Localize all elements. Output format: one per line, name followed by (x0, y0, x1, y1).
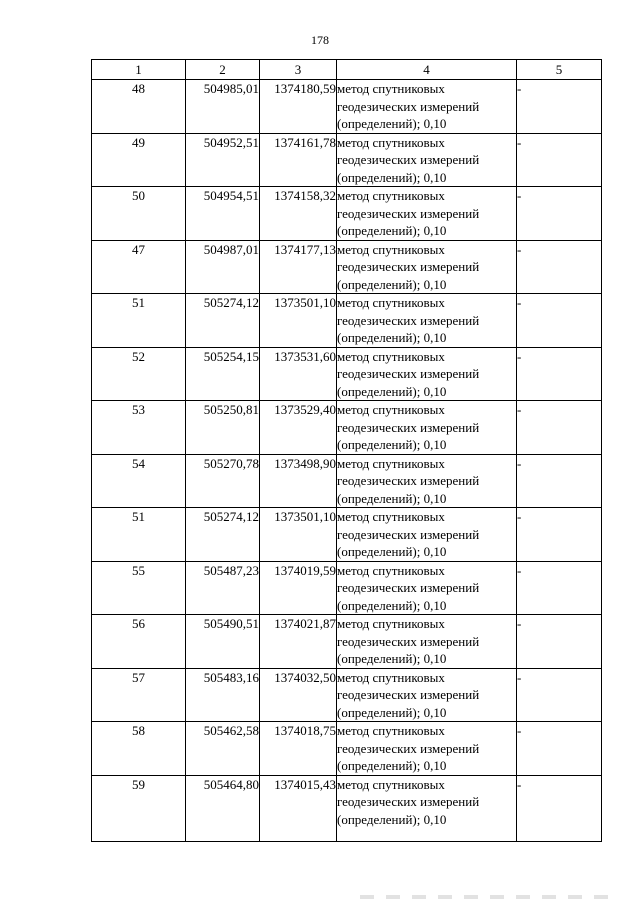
note-cell: - (517, 775, 602, 841)
method-line: геодезических измерений (337, 794, 480, 809)
method-line: геодезических измерений (337, 152, 480, 167)
note-cell: - (517, 133, 602, 187)
method-line: метод спутниковых (337, 669, 445, 685)
point-number-cell: 47 (92, 240, 186, 294)
method-line: геодезических измерений (337, 580, 480, 595)
method-line: геодезических измерений (337, 740, 480, 756)
header-col-3: 3 (260, 60, 337, 80)
table-row (92, 775, 602, 841)
note-cell: - (517, 240, 602, 294)
note-cell: - (517, 187, 602, 241)
point-number-cell: 58 (92, 722, 186, 776)
table-row (92, 401, 602, 455)
table-row (92, 561, 602, 615)
method-cell (337, 347, 517, 401)
table-row (92, 722, 602, 776)
point-number-cell: 51 (92, 294, 186, 348)
method-cell (337, 133, 517, 187)
table-row (92, 347, 602, 401)
y-coordinate-cell: 1373531,60 (260, 347, 337, 401)
y-coordinate-cell: 1374177,13 (260, 240, 337, 294)
y-coordinate-cell: 1374180,59 (260, 80, 337, 134)
note-cell: - (517, 401, 602, 455)
header-col-4: 4 (337, 60, 517, 80)
method-line: геодезических измерений (337, 98, 480, 114)
method-cell (337, 187, 517, 241)
method-line: (определений); 0,10 (337, 330, 447, 345)
method-line: геодезических измерений (337, 259, 480, 274)
method-line: метод спутниковых (337, 723, 445, 738)
table-row (92, 508, 602, 562)
y-coordinate-cell: 1374015,43 (260, 775, 337, 841)
point-number-cell: 57 (92, 668, 186, 722)
x-coordinate-cell: 505464,80 (186, 775, 260, 841)
method-line: (определений); 0,10 (337, 544, 447, 559)
table-body (92, 80, 602, 842)
header-col-2: 2 (186, 60, 260, 80)
y-coordinate-cell: 1374161,78 (260, 133, 337, 187)
note-cell: - (517, 508, 602, 562)
method-line: (определений); 0,10 (337, 169, 447, 185)
table-header-row (92, 60, 602, 80)
method-line: (определений); 0,10 (337, 651, 447, 666)
point-number-cell: 50 (92, 187, 186, 241)
x-coordinate-cell: 505490,51 (186, 615, 260, 669)
method-line: метод спутниковых (337, 188, 445, 203)
method-cell (337, 775, 517, 841)
method-line: метод спутниковых (337, 81, 445, 96)
note-cell: - (517, 561, 602, 615)
method-cell (337, 508, 517, 562)
method-line: метод спутниковых (337, 241, 445, 257)
method-cell (337, 80, 517, 134)
x-coordinate-cell: 505462,58 (186, 722, 260, 776)
x-coordinate-cell: 504985,01 (186, 80, 260, 134)
method-line: (определений); 0,10 (337, 704, 447, 720)
note-cell: - (517, 668, 602, 722)
x-coordinate-cell: 505250,81 (186, 401, 260, 455)
method-line: метод спутниковых (337, 134, 445, 150)
method-cell (337, 454, 517, 508)
method-line: метод спутниковых (337, 402, 445, 417)
point-number-cell: 49 (92, 133, 186, 187)
method-cell (337, 294, 517, 348)
method-line: геодезических измерений (337, 312, 480, 328)
header-col-1: 1 (92, 60, 186, 80)
table-row (92, 80, 602, 134)
page-number: 178 (311, 33, 329, 47)
method-line: метод спутниковых (337, 776, 445, 792)
y-coordinate-cell: 1373498,90 (260, 454, 337, 508)
point-number-cell: 48 (92, 80, 186, 134)
point-number-cell: 53 (92, 401, 186, 455)
method-line: геодезических измерений (337, 526, 480, 542)
method-line: геодезических измерений (337, 419, 480, 435)
table-row (92, 615, 602, 669)
method-line: геодезических измерений (337, 687, 480, 702)
table-row (92, 668, 602, 722)
method-cell (337, 401, 517, 455)
method-line: геодезических измерений (337, 366, 480, 381)
note-cell: - (517, 80, 602, 134)
scan-artifact (360, 895, 610, 899)
x-coordinate-cell: 505487,23 (186, 561, 260, 615)
method-cell (337, 668, 517, 722)
y-coordinate-cell: 1373501,10 (260, 294, 337, 348)
method-line: метод спутниковых (337, 616, 445, 631)
method-line: (определений); 0,10 (337, 223, 447, 238)
table-row (92, 187, 602, 241)
point-number-cell: 55 (92, 561, 186, 615)
method-line: (определений); 0,10 (337, 383, 447, 399)
method-line: метод спутниковых (337, 562, 445, 578)
point-number-cell: 59 (92, 775, 186, 841)
method-line: метод спутниковых (337, 509, 445, 524)
method-cell (337, 561, 517, 615)
method-line: геодезических измерений (337, 473, 480, 488)
method-line: (определений); 0,10 (337, 437, 447, 452)
point-number-cell: 54 (92, 454, 186, 508)
note-cell: - (517, 722, 602, 776)
table-row (92, 240, 602, 294)
x-coordinate-cell: 505274,12 (186, 508, 260, 562)
x-coordinate-cell: 505274,12 (186, 294, 260, 348)
table-row (92, 294, 602, 348)
method-line: (определений); 0,10 (337, 597, 447, 613)
x-coordinate-cell: 505254,15 (186, 347, 260, 401)
table-row (92, 454, 602, 508)
point-number-cell: 51 (92, 508, 186, 562)
header-col-5: 5 (517, 60, 602, 80)
note-cell: - (517, 294, 602, 348)
method-line: метод спутниковых (337, 295, 445, 310)
method-line: (определений); 0,10 (337, 116, 447, 131)
note-cell: - (517, 615, 602, 669)
method-line: геодезических измерений (337, 633, 480, 649)
method-cell (337, 240, 517, 294)
y-coordinate-cell: 1374032,50 (260, 668, 337, 722)
coordinates-table (91, 59, 602, 842)
method-line: (определений); 0,10 (337, 811, 447, 827)
x-coordinate-cell: 504954,51 (186, 187, 260, 241)
note-cell: - (517, 454, 602, 508)
y-coordinate-cell: 1373501,10 (260, 508, 337, 562)
method-line: метод спутниковых (337, 348, 445, 364)
y-coordinate-cell: 1373529,40 (260, 401, 337, 455)
x-coordinate-cell: 505483,16 (186, 668, 260, 722)
method-cell (337, 722, 517, 776)
method-line: геодезических измерений (337, 205, 480, 221)
method-line: (определений); 0,10 (337, 758, 447, 773)
point-number-cell: 52 (92, 347, 186, 401)
y-coordinate-cell: 1374158,32 (260, 187, 337, 241)
y-coordinate-cell: 1374021,87 (260, 615, 337, 669)
x-coordinate-cell: 504987,01 (186, 240, 260, 294)
method-line: метод спутниковых (337, 455, 445, 471)
y-coordinate-cell: 1374019,59 (260, 561, 337, 615)
note-cell: - (517, 347, 602, 401)
method-cell (337, 615, 517, 669)
method-line: (определений); 0,10 (337, 490, 447, 506)
method-line: (определений); 0,10 (337, 276, 447, 292)
x-coordinate-cell: 505270,78 (186, 454, 260, 508)
table-row (92, 133, 602, 187)
y-coordinate-cell: 1374018,75 (260, 722, 337, 776)
point-number-cell: 56 (92, 615, 186, 669)
x-coordinate-cell: 504952,51 (186, 133, 260, 187)
